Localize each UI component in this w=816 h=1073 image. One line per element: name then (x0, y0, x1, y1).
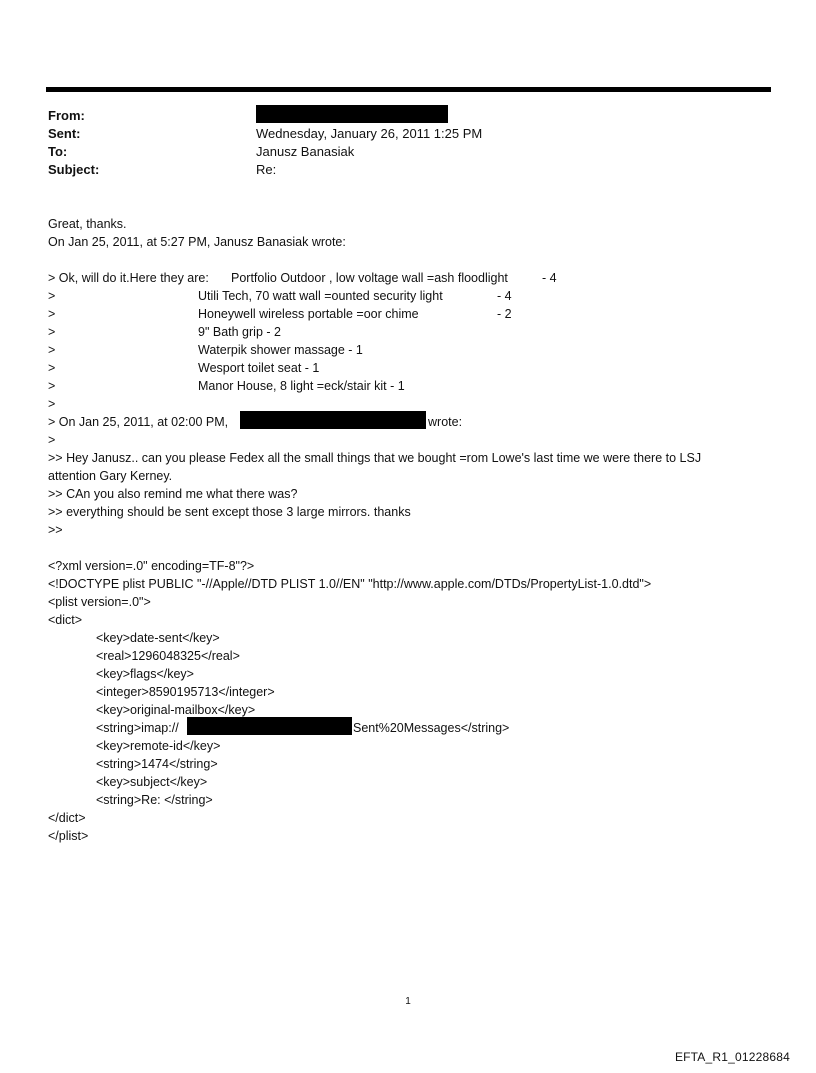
redaction-from (256, 105, 448, 123)
nested-intro (48, 413, 228, 431)
item-4-marker: > (48, 325, 56, 339)
nested-line-2: >> CAn you also remind me what there was? (48, 487, 298, 501)
item-4-name: 9" Bath grip - 2 (198, 325, 281, 339)
quote-line-1 (48, 269, 209, 287)
item-2-name: Utili Tech, 70 watt wall =ounted security light (198, 289, 443, 303)
reply-intro: On Jan 25, 2011, at 5:27 PM, Janusz Banasiak wrote: (48, 235, 346, 249)
subject-value: Re: (256, 162, 277, 177)
item-3-marker: > (48, 307, 56, 321)
bates-number: EFTA_R1_01228684 (674, 1050, 790, 1064)
from-label: From: (48, 108, 85, 123)
item-5-marker: > (48, 343, 56, 357)
imap-prefix: <string>imap:// (96, 721, 179, 735)
quote-blank: > (48, 397, 56, 411)
nested-line-1b: attention Gary Kerney. (48, 469, 173, 483)
imap-suffix: Sent%20Messages</string> (353, 721, 510, 735)
nested-line-1: >> Hey Janusz.. can you please Fedex all the small things that we bought =rom Lowe's last time we were there to LSJ (48, 451, 702, 465)
page-number: 1 (405, 996, 411, 1007)
item-6-marker: > (48, 361, 56, 375)
dict-close: </dict> (48, 811, 86, 825)
item-2-marker: > (48, 289, 56, 303)
greeting: Great, thanks. (48, 217, 127, 231)
item-7-marker: > (48, 379, 56, 393)
plist-entry: <string>Re: </string> (96, 793, 213, 807)
sent-label: Sent: (48, 126, 81, 141)
redaction-imap (187, 717, 352, 735)
plist-entry: <key>original-mailbox</key> (96, 703, 256, 717)
plist-entry: <real>1296048325</real> (96, 649, 240, 663)
to-label: To: (48, 144, 68, 159)
item-3-qty: - 2 (497, 307, 512, 321)
quote-prefix: > Ok, will do it.Here they are: (48, 271, 209, 285)
nested-end: >> (48, 523, 63, 537)
subject-label: Subject: (48, 162, 100, 177)
redaction-sender (240, 411, 426, 429)
nested-intro-prefix: > On Jan 25, 2011, at 02:00 PM, (48, 415, 229, 429)
item-6-name: Wesport toilet seat - 1 (198, 361, 320, 375)
plist-entry: <integer>8590195713</integer> (96, 685, 275, 699)
item-5-name: Waterpik shower massage - 1 (198, 343, 363, 357)
dict-open: <dict> (48, 613, 83, 627)
doctype-line: <!DOCTYPE plist PUBLIC "-//Apple//DTD PLIST 1.0//EN" "http://www.apple.com/DTDs/PropertyList-1.0.dtd"> (48, 577, 652, 591)
item-1-name: Portfolio Outdoor , low voltage wall =ash floodlight (231, 271, 508, 285)
plist-entry: <key>remote-id</key> (96, 739, 221, 753)
quote-blank-2: > (48, 433, 56, 447)
sent-value: Wednesday, January 26, 2011 1:25 PM (256, 126, 483, 141)
nested-line-3: >> everything should be sent except those 3 large mirrors. thanks (48, 505, 411, 519)
plist-entry: <string>1474</string> (96, 757, 218, 771)
plist-close: </plist> (48, 829, 89, 843)
plist-open: <plist version=.0"> (48, 595, 151, 609)
plist-entry: <key>subject</key> (96, 775, 208, 789)
item-2-qty: - 4 (497, 289, 512, 303)
item-3-name: Honeywell wireless portable =oor chime (198, 307, 419, 321)
to-value: Janusz Banasiak (256, 144, 355, 159)
plist-entry: <key>flags</key> (96, 667, 194, 681)
header-rule (46, 87, 771, 92)
xml-declaration: <?xml version=.0" encoding=TF-8"?> (48, 559, 255, 573)
item-7-name: Manor House, 8 light =eck/stair kit - 1 (198, 379, 405, 393)
item-1-qty: - 4 (542, 271, 557, 285)
plist-entry: <key>date-sent</key> (96, 631, 220, 645)
nested-intro-suffix: wrote: (428, 415, 463, 429)
